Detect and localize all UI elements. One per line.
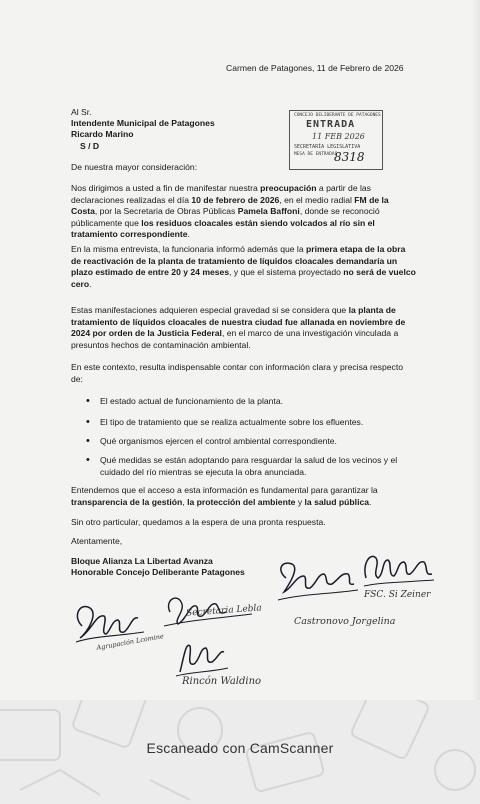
bullet-item-2: El tipo de tratamiento que se realiza actualmente sobre los efluentes.	[100, 417, 364, 427]
paragraph-1	[71, 183, 416, 241]
p1-text: a partir de las declaraciones realizadas el día	[71, 183, 371, 205]
paragraph-6: Sin otro particular, quedamos a la espera de una pronta respuesta.	[71, 517, 326, 527]
p3-text: , en el marco de una investigación vinculada a presuntos hechos de contaminación ambiental.	[71, 328, 399, 350]
p2-text: En la misma entrevista, la funcionaria informó además que la	[71, 244, 307, 254]
p1-bold: FM de la Costa	[71, 194, 389, 217]
bullet-item-4: Qué medidas se están adoptando para resguardar la salud de los vecinos y el cuidado del río mientras se ejecuta la obra anunciada.	[100, 455, 398, 477]
p3-text: Estas manifestaciones adquieren especial gravedad si se considera que	[71, 305, 349, 315]
p5-text: ,	[182, 496, 188, 507]
signatory-line-1: Bloque Alianza La Libertad Avanza	[71, 556, 213, 566]
signature-5-caption: Rincón Waldino	[182, 676, 262, 687]
stamp-title: ENTRADA	[306, 119, 356, 130]
p5-bold: la protección del ambiente	[187, 496, 296, 507]
signature-4-caption: FSC. Si Zeiner	[364, 590, 431, 600]
signature-4	[358, 548, 438, 596]
bullet-dot: •	[86, 395, 90, 407]
p1-text: Nos dirigimos a usted a fin de manifestar nuestra	[71, 183, 261, 193]
paragraph-2	[71, 244, 416, 290]
stamp-date: 11 FEB 2026	[312, 132, 365, 141]
p1-text: , en el medio radial	[279, 194, 355, 205]
entry-stamp	[289, 110, 383, 170]
greeting: De nuestra mayor consideración:	[71, 162, 198, 172]
addressee-line-3: Ricardo Marino	[71, 129, 134, 139]
p1-bold: los residuos cloacales están siendo volcados al río sin el tratamiento correspondiente	[71, 217, 375, 240]
p5-text: .	[369, 496, 372, 507]
p5-text: y	[295, 496, 305, 507]
p5-text: Entendemos que el acceso a esta información es fundamental para garantizar la	[71, 485, 378, 495]
stamp-office: SECRETARÍA LEGISLATIVA	[294, 144, 361, 150]
signature-2-caption: Secretaria Lebla	[185, 603, 263, 619]
stamp-top: CONCEJO DELIBERANTE DE PATAGONES	[294, 113, 381, 118]
bullet-dot: •	[86, 416, 90, 428]
closing: Atentamente,	[71, 536, 123, 546]
p5-bold: la salud pública	[304, 496, 370, 507]
signatory-line-2: Honorable Concejo Deliberante Patagones	[71, 567, 245, 577]
addressee-line-4: S / D	[80, 141, 100, 151]
signature-1-caption: Agrupación Lcomine	[95, 632, 165, 652]
bullet-dot: •	[86, 454, 90, 466]
p1-text: , por la Secretaria de Obras Públicas	[94, 206, 238, 217]
stamp-number: 8318	[334, 150, 365, 164]
place-date: Carmen de Patagones, 11 de Febrero de 2026	[226, 63, 404, 73]
paragraph-3	[71, 305, 416, 351]
p2-text: .	[89, 278, 92, 289]
signature-3-caption: Castronovo Jorgelina	[294, 616, 396, 627]
page-shadow	[472, 0, 480, 700]
paragraph-5	[71, 485, 416, 508]
addressee-line-1: Al Sr.	[71, 107, 92, 117]
p2-bold: no será de vuelco cero	[71, 267, 416, 289]
p2-bold: primera etapa de la obra de reactivación de la planta de tratamiento de líquidos cloacales demandaría un plazo estimado de entre 20 y 24 meses	[71, 244, 406, 278]
bullet-dot: •	[86, 435, 90, 447]
bullet-item-1: El estado actual de funcionamiento de la planta.	[100, 396, 283, 406]
p1-bold: 10 de febrero de 2026	[191, 194, 280, 205]
p1-text: , donde se reconoció públicamente que	[71, 206, 380, 228]
p5-bold: transparencia de la gestión	[71, 496, 183, 507]
camscanner-watermark: Escaneado con CamScanner	[146, 740, 334, 756]
p1-bold: preocupación	[260, 183, 317, 193]
p3-bold: la planta de tratamiento de líquidos cloacales de nuestra ciudad fue allanada en noviembre de 2024 por orden de la Justicia Federal	[71, 305, 406, 339]
paragraph-4: En este contexto, resulta indispensable contar con información clara y precisa respecto de:	[71, 362, 403, 384]
p1-text: .	[187, 229, 190, 240]
p1-bold: Pamela Baffoni	[237, 206, 300, 217]
p2-text: , y que el sistema proyectado	[229, 267, 344, 278]
bullet-item-3: Qué organismos ejercen el control ambiental correspondiente.	[100, 436, 337, 446]
stamp-sub: MESA DE ENTRADAS	[294, 152, 338, 157]
signature-3	[272, 556, 362, 616]
addressee-line-2: Intendente Municipal de Patagones	[71, 118, 215, 128]
